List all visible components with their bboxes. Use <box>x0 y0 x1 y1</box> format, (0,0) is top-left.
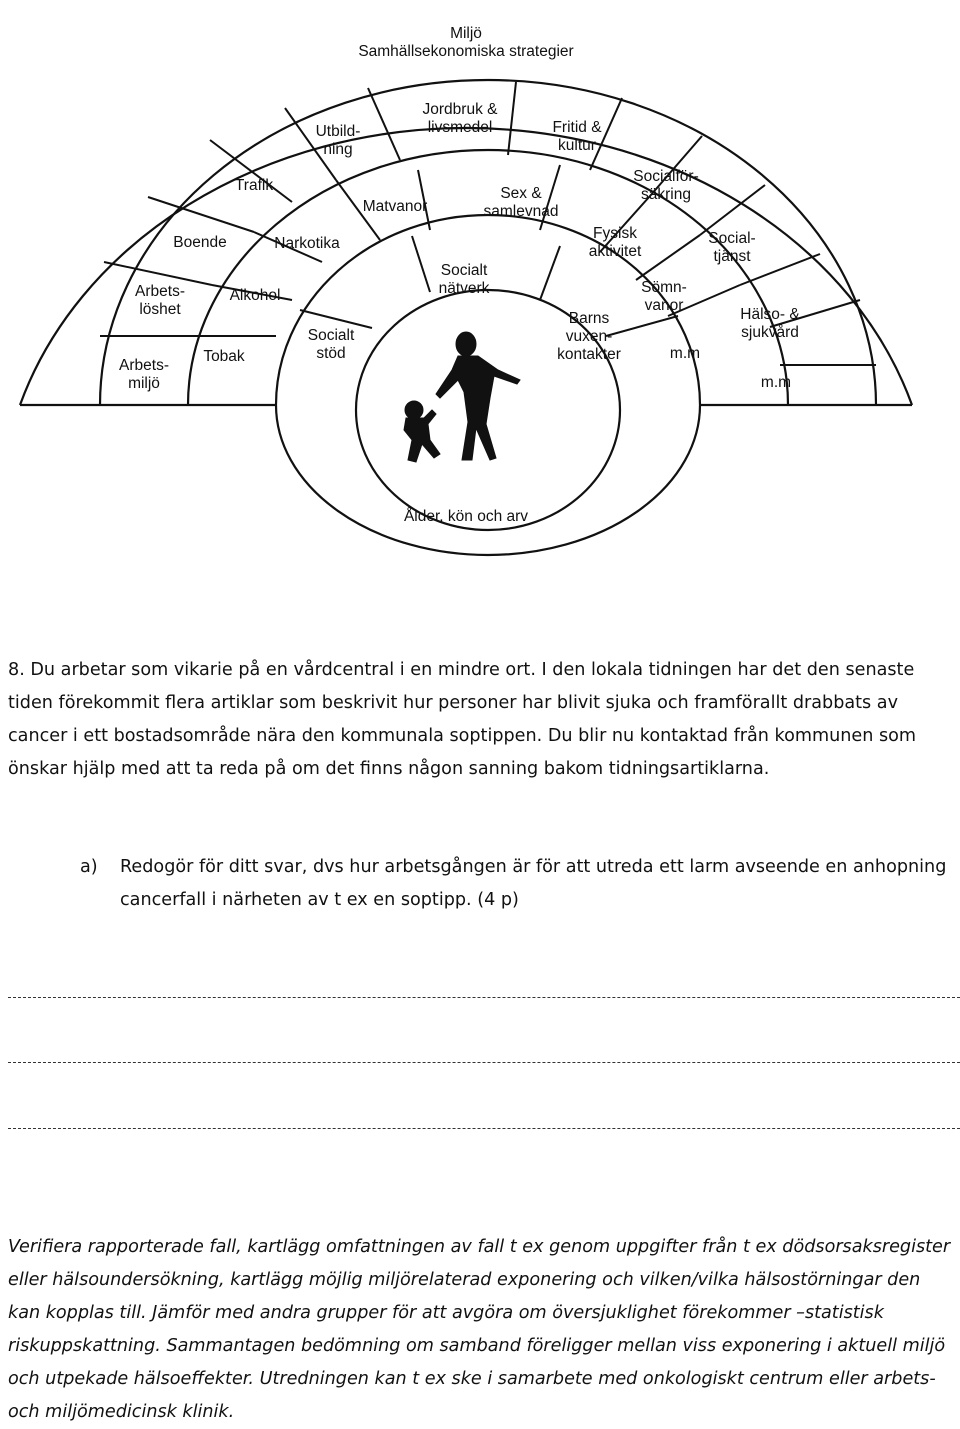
answer-text: Verifiera rapporterade fall, kartlägg omfattningen av fall t ex genom uppgifter från t ex dödsorsaksregister eller hälsoundersökning, kartlägg möjlig miljörelaterad exponering och vilken/vilka hälsostörningar den kan kopplas till. Jämför med andra grupper för att avgöra om översjuklighet förekommer –statistisk riskuppskattning. Sammantagen bedömning om samband föreligger mellan viss exponering i aktuell miljö och utpekade hälsoeffekter. Utredningen kan t ex ske i samarbete med onkologiskt centrum eller arbets- och miljömedicinsk klinik. <box>8 1237 951 1422</box>
label-fritid: Fritid & kultur <box>552 119 602 154</box>
ring1-lower-arc <box>276 405 700 555</box>
label-mm-outer: m.m <box>760 374 792 391</box>
label-sex: Sex & samlevnad <box>483 185 559 220</box>
health-determinants-diagram <box>0 0 960 560</box>
label-socialforsakring: Socialför-säkring <box>633 168 699 203</box>
label-arbetsmiljo: Arbets-miljö <box>119 357 169 392</box>
sub-question <box>80 851 950 917</box>
answer-line-2 <box>8 1062 960 1063</box>
label-matvanor: Matvanor <box>362 198 428 215</box>
label-socialt-stod: Socialt stöd <box>307 327 355 362</box>
adult-child-figure <box>404 332 520 462</box>
label-barns: Barns vuxen-kontakter <box>557 310 621 363</box>
label-socialt-natverk: Socialt nätverk <box>438 262 490 297</box>
sub-question-label: a) <box>80 857 98 877</box>
label-narkotika: Narkotika <box>274 235 340 252</box>
label-jordbruk: Jordbruk & livsmedel <box>422 101 498 136</box>
label-somnvanor: Sömn-vanor <box>641 279 687 314</box>
label-utbildning: Utbild-ning <box>315 123 361 158</box>
label-trafik: Trafik <box>234 177 274 194</box>
outer-band-line1: Miljö <box>450 25 482 42</box>
label-halso: Hälso- & sjukvård <box>740 306 800 341</box>
label-mm-inner: m.m <box>669 345 701 362</box>
label-boende: Boende <box>173 234 227 251</box>
sub-question-text: Redogör för ditt svar, dvs hur arbetsgången är för att utreda ett larm avseende en anhopning cancerfall i närheten av t ex en soptipp. (4 p) <box>120 857 947 910</box>
question-paragraph: 8. Du arbetar som vikarie på en vårdcentral i en mindre ort. I den lokala tidningen har det den senaste tiden förekommit flera artiklar som beskrivit hur personer har blivit sjuka och framförallt drabbats av cancer i ett bostadsområde nära den kommunala soptippen. Du blir nu kontaktad från kommunen som önskar hjälp med att ta reda på om det finns någon sanning bakom tidningsartiklarna. <box>8 660 917 779</box>
answer-line-3 <box>8 1128 960 1129</box>
answer-line-1 <box>8 997 960 998</box>
label-arbetsloshet: Arbets-löshet <box>135 283 185 318</box>
label-fysisk: Fysisk aktivitet <box>588 225 642 260</box>
label-socialtjanst: Social-tjänst <box>708 230 756 265</box>
core-label: Ålder, kön och arv <box>403 508 529 525</box>
outer-band-line2: Samhällsekonomiska strategier <box>358 43 574 60</box>
label-alkohol: Alkohol <box>229 287 281 304</box>
label-tobak: Tobak <box>203 348 245 365</box>
